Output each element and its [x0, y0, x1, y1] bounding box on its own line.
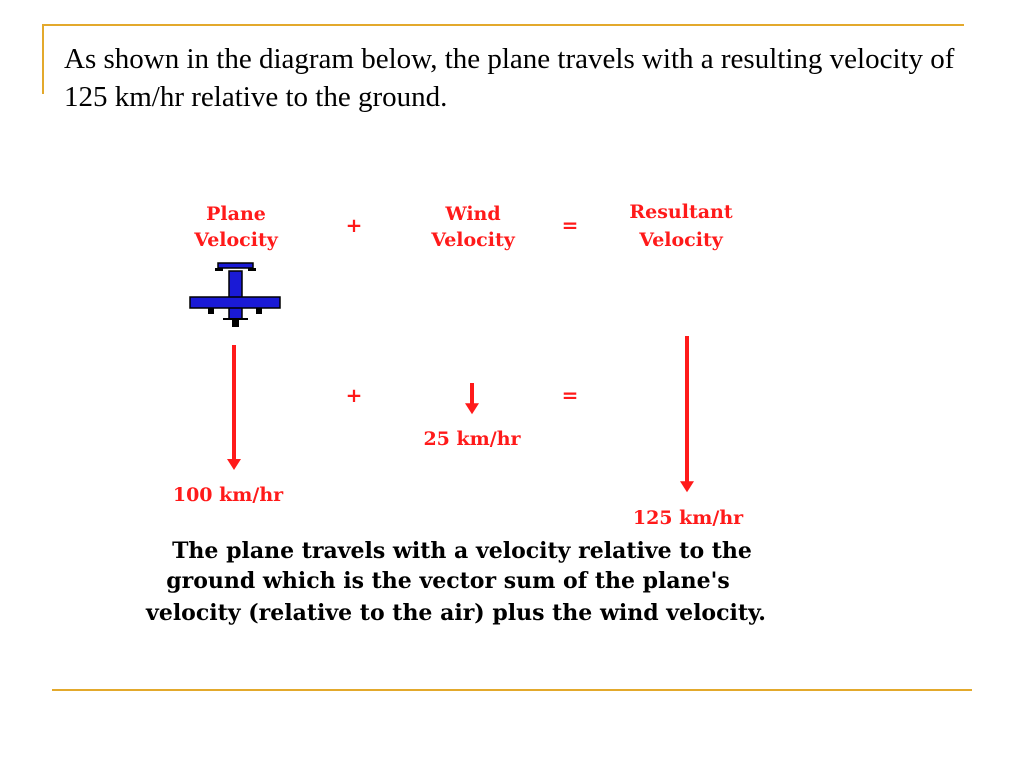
- wind-velocity-arrow: [465, 383, 479, 414]
- equals-sign-middle: =: [561, 383, 579, 407]
- header-resultant-line1: Resultant: [629, 201, 733, 223]
- plane-velocity-label: 100 km/hr: [172, 484, 284, 506]
- plus-sign-top: +: [345, 213, 363, 237]
- header-plane-line1: Plane: [206, 203, 266, 225]
- airplane-icon: [190, 263, 280, 327]
- caption-line-1: The plane travels with a velocity relative to the: [172, 538, 752, 564]
- header-plane-line2: Velocity: [194, 229, 278, 251]
- header-resultant-line2: Velocity: [639, 229, 723, 251]
- resultant-velocity-label: 125 km/hr: [632, 507, 744, 529]
- plane-velocity-arrow: [227, 345, 241, 470]
- resultant-velocity-arrow: [680, 336, 694, 492]
- header-wind-line2: Velocity: [431, 229, 515, 251]
- wind-velocity-label: 25 km/hr: [423, 428, 521, 450]
- equals-sign-top: =: [561, 213, 579, 237]
- caption-line-3: velocity (relative to the air) plus the wind velocity.: [146, 600, 766, 626]
- header-wind-line1: Wind: [445, 203, 501, 225]
- plus-sign-middle: +: [345, 383, 363, 407]
- intro-text: As shown in the diagram below, the plane travels with a resulting velocity of 125 km/hr relative to the ground.: [64, 43, 955, 113]
- caption-line-2: ground which is the vector sum of the plane's: [166, 568, 730, 594]
